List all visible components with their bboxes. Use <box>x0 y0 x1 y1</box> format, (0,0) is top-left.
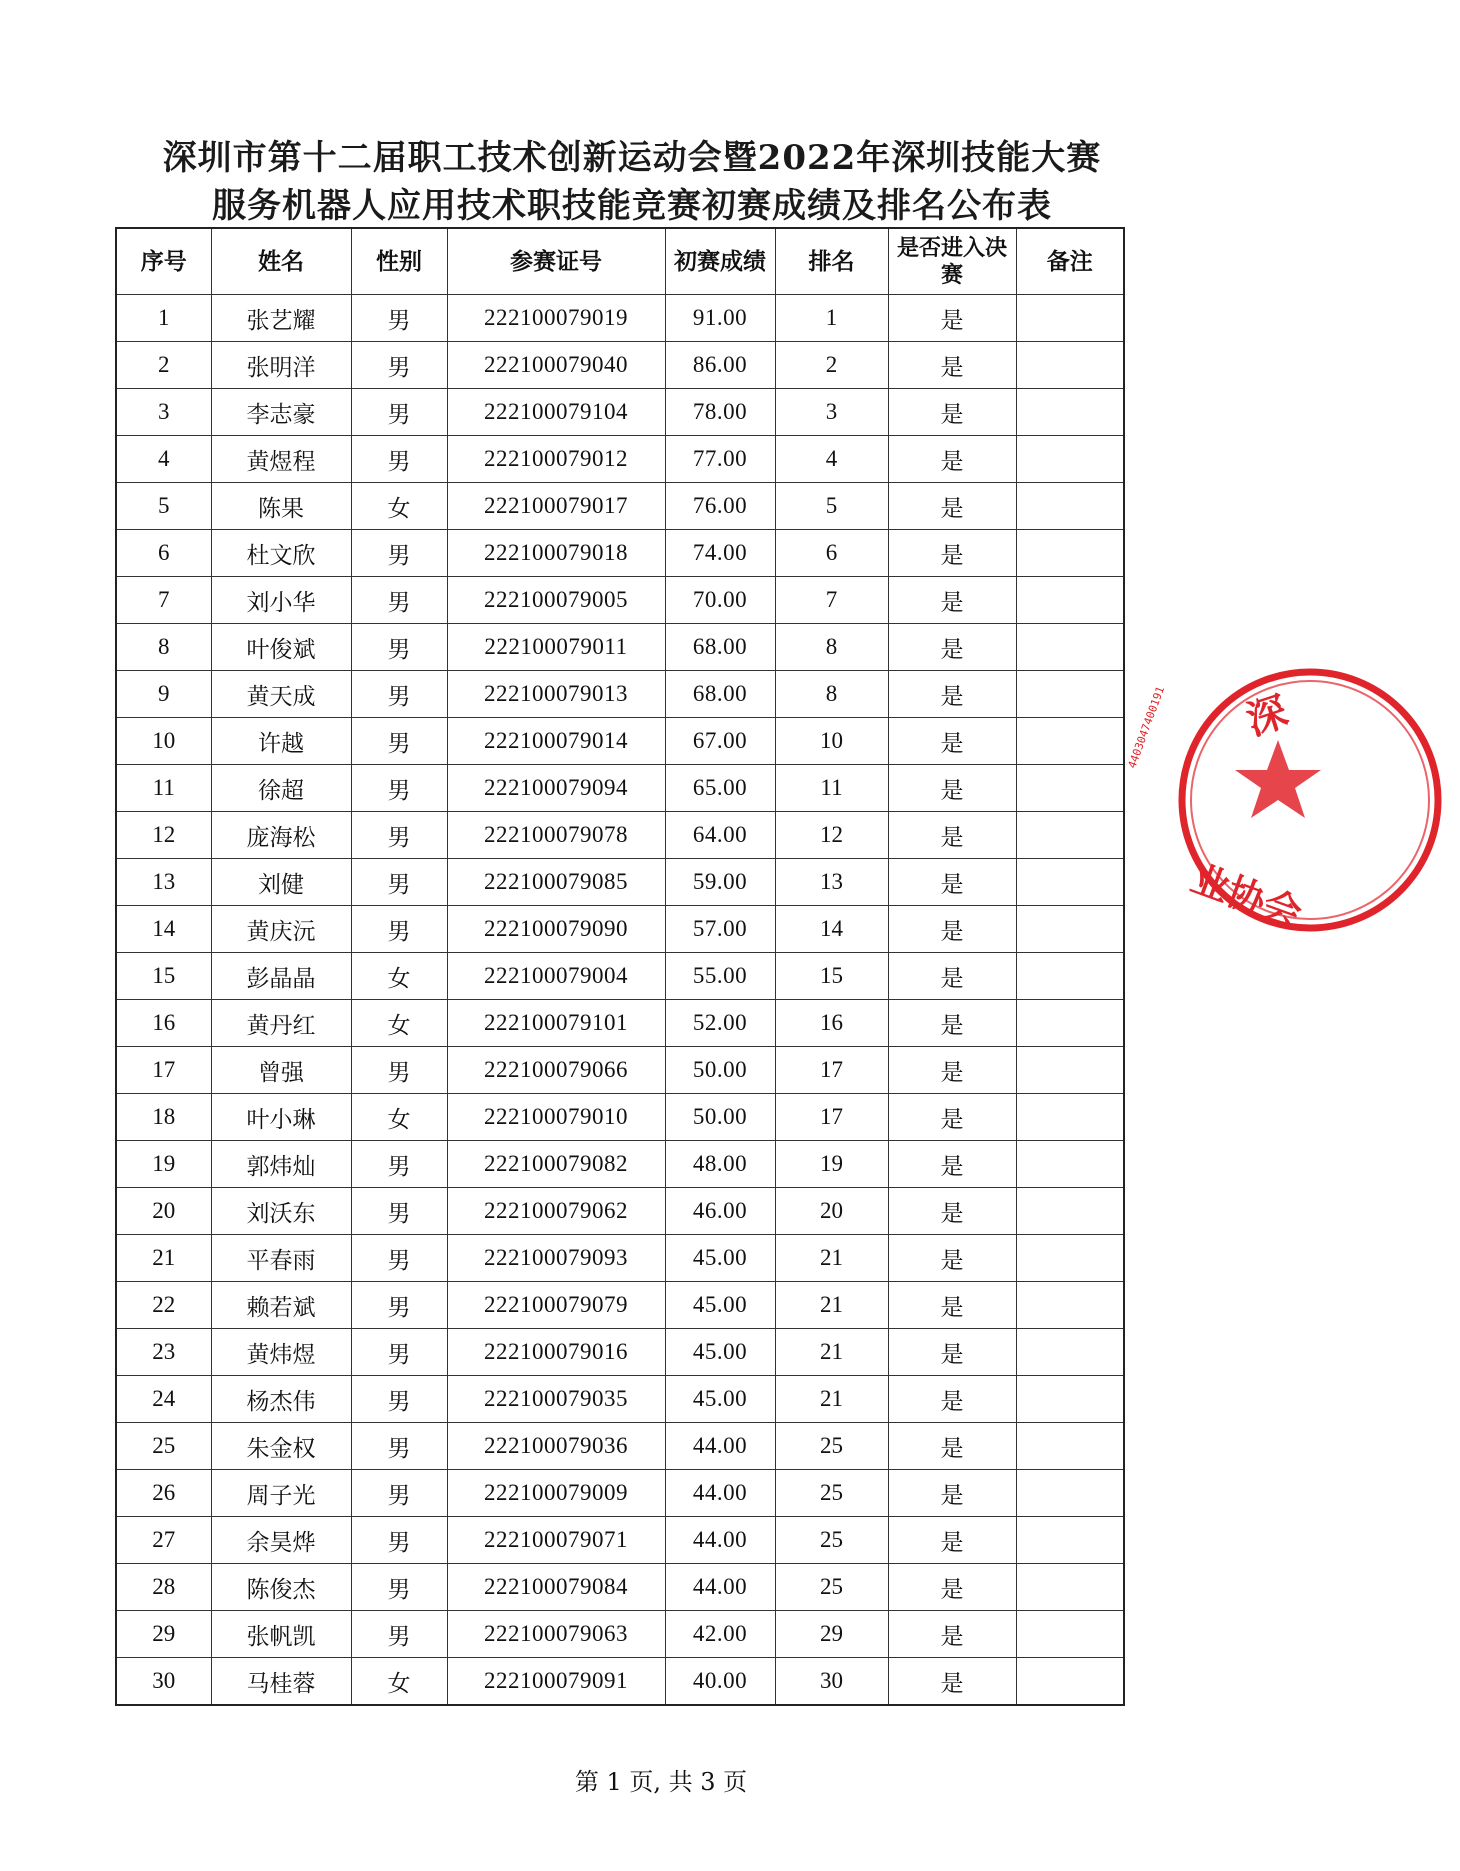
cell-gender: 女 <box>351 1094 447 1141</box>
cell-gender: 男 <box>351 342 447 389</box>
cell-score: 76.00 <box>665 483 775 530</box>
cell-cert: 222100079071 <box>447 1517 665 1564</box>
cell-gender: 男 <box>351 1141 447 1188</box>
cell-seq: 13 <box>116 859 211 906</box>
cell-note <box>1016 1188 1124 1235</box>
cell-seq: 1 <box>116 295 211 342</box>
cell-cert: 222100079014 <box>447 718 665 765</box>
cell-name: 刘小华 <box>211 577 351 624</box>
cell-note <box>1016 1611 1124 1658</box>
table-row <box>116 1376 1124 1423</box>
cell-cert: 222100079004 <box>447 953 665 1000</box>
cell-gender: 男 <box>351 436 447 483</box>
cell-name: 黄炜煜 <box>211 1329 351 1376</box>
document-title-line1: 深圳市第十二届职工技术创新运动会暨2022年深圳技能大赛 <box>162 138 1102 178</box>
cell-final: 是 <box>888 624 1016 671</box>
cell-gender: 男 <box>351 906 447 953</box>
cell-note <box>1016 1235 1124 1282</box>
table-row <box>116 1047 1124 1094</box>
cell-final: 是 <box>888 1141 1016 1188</box>
table-row <box>116 1094 1124 1141</box>
cell-final: 是 <box>888 1329 1016 1376</box>
cell-cert: 222100079094 <box>447 765 665 812</box>
cell-note <box>1016 1376 1124 1423</box>
cell-note <box>1016 483 1124 530</box>
seal-stamp-icon <box>1125 660 1460 940</box>
cell-name: 曾强 <box>211 1047 351 1094</box>
cell-score: 77.00 <box>665 436 775 483</box>
cell-seq: 12 <box>116 812 211 859</box>
svg-text:深: 深 <box>1240 687 1294 745</box>
cell-name: 徐超 <box>211 765 351 812</box>
cell-rank: 25 <box>775 1517 888 1564</box>
cell-final: 是 <box>888 1658 1016 1706</box>
cell-cert: 222100079011 <box>447 624 665 671</box>
cell-final: 是 <box>888 671 1016 718</box>
cell-score: 52.00 <box>665 1000 775 1047</box>
cell-gender: 女 <box>351 483 447 530</box>
table-row <box>116 530 1124 577</box>
cell-gender: 男 <box>351 295 447 342</box>
cell-cert: 222100079078 <box>447 812 665 859</box>
document-title-line2: 服务机器人应用技术职技能竞赛初赛成绩及排名公布表 <box>212 186 1052 226</box>
cell-note <box>1016 812 1124 859</box>
cell-name: 周子光 <box>211 1470 351 1517</box>
header-final: 是否进入决赛 <box>888 228 1016 295</box>
cell-rank: 11 <box>775 765 888 812</box>
cell-score: 45.00 <box>665 1282 775 1329</box>
cell-name: 张艺耀 <box>211 295 351 342</box>
cell-rank: 29 <box>775 1611 888 1658</box>
cell-score: 55.00 <box>665 953 775 1000</box>
cell-gender: 男 <box>351 1047 447 1094</box>
cell-note <box>1016 1141 1124 1188</box>
cell-cert: 222100079019 <box>447 295 665 342</box>
cell-final: 是 <box>888 1376 1016 1423</box>
cell-note <box>1016 1517 1124 1564</box>
cell-note <box>1016 1047 1124 1094</box>
cell-name: 叶俊斌 <box>211 624 351 671</box>
cell-final: 是 <box>888 483 1016 530</box>
cell-cert: 222100079009 <box>447 1470 665 1517</box>
cell-name: 刘健 <box>211 859 351 906</box>
cell-note <box>1016 906 1124 953</box>
cell-cert: 222100079040 <box>447 342 665 389</box>
cell-rank: 4 <box>775 436 888 483</box>
cell-gender: 男 <box>351 671 447 718</box>
cell-seq: 16 <box>116 1000 211 1047</box>
cell-cert: 222100079091 <box>447 1658 665 1706</box>
cell-note <box>1016 1423 1124 1470</box>
cell-gender: 男 <box>351 1329 447 1376</box>
header-gender: 性别 <box>351 228 447 295</box>
cell-rank: 12 <box>775 812 888 859</box>
cell-rank: 21 <box>775 1282 888 1329</box>
cell-score: 44.00 <box>665 1564 775 1611</box>
cell-name: 杨杰伟 <box>211 1376 351 1423</box>
table-row <box>116 812 1124 859</box>
cell-rank: 14 <box>775 906 888 953</box>
cell-gender: 男 <box>351 530 447 577</box>
table-row <box>116 436 1124 483</box>
cell-gender: 男 <box>351 389 447 436</box>
cell-name: 黄煜程 <box>211 436 351 483</box>
table-row <box>116 1658 1124 1706</box>
cell-name: 叶小琳 <box>211 1094 351 1141</box>
cell-rank: 8 <box>775 624 888 671</box>
cell-note <box>1016 624 1124 671</box>
cell-name: 黄庆沅 <box>211 906 351 953</box>
cell-rank: 10 <box>775 718 888 765</box>
cell-seq: 24 <box>116 1376 211 1423</box>
cell-note <box>1016 1000 1124 1047</box>
cell-score: 64.00 <box>665 812 775 859</box>
cell-gender: 男 <box>351 1611 447 1658</box>
cell-final: 是 <box>888 577 1016 624</box>
cell-rank: 2 <box>775 342 888 389</box>
header-note: 备注 <box>1016 228 1124 295</box>
cell-seq: 21 <box>116 1235 211 1282</box>
cell-name: 许越 <box>211 718 351 765</box>
cell-seq: 26 <box>116 1470 211 1517</box>
table-row <box>116 342 1124 389</box>
cell-note <box>1016 859 1124 906</box>
cell-name: 李志豪 <box>211 389 351 436</box>
cell-note <box>1016 1329 1124 1376</box>
cell-seq: 28 <box>116 1564 211 1611</box>
cell-cert: 222100079101 <box>447 1000 665 1047</box>
cell-score: 70.00 <box>665 577 775 624</box>
cell-rank: 25 <box>775 1423 888 1470</box>
cell-name: 彭晶晶 <box>211 953 351 1000</box>
cell-score: 44.00 <box>665 1423 775 1470</box>
cell-seq: 15 <box>116 953 211 1000</box>
header-cert: 参赛证号 <box>447 228 665 295</box>
cell-name: 张帆凯 <box>211 1611 351 1658</box>
cell-gender: 男 <box>351 577 447 624</box>
cell-score: 68.00 <box>665 671 775 718</box>
results-table <box>115 227 1125 1706</box>
table-row <box>116 671 1124 718</box>
cell-gender: 男 <box>351 1376 447 1423</box>
cell-note <box>1016 342 1124 389</box>
table-body <box>116 295 1124 1706</box>
cell-final: 是 <box>888 1000 1016 1047</box>
cell-cert: 222100079066 <box>447 1047 665 1094</box>
cell-rank: 21 <box>775 1329 888 1376</box>
official-seal <box>1125 660 1322 940</box>
cell-gender: 女 <box>351 1658 447 1706</box>
cell-rank: 6 <box>775 530 888 577</box>
table-row <box>116 859 1124 906</box>
cell-cert: 222100079036 <box>447 1423 665 1470</box>
cell-score: 40.00 <box>665 1658 775 1706</box>
cell-gender: 男 <box>351 1470 447 1517</box>
table-row <box>116 1188 1124 1235</box>
cell-score: 50.00 <box>665 1094 775 1141</box>
cell-name: 陈俊杰 <box>211 1564 351 1611</box>
cell-seq: 22 <box>116 1282 211 1329</box>
cell-gender: 男 <box>351 1282 447 1329</box>
cell-cert: 222100079035 <box>447 1376 665 1423</box>
cell-cert: 222100079017 <box>447 483 665 530</box>
cell-gender: 女 <box>351 953 447 1000</box>
table-row <box>116 1517 1124 1564</box>
cell-note <box>1016 389 1124 436</box>
cell-seq: 10 <box>116 718 211 765</box>
cell-name: 平春雨 <box>211 1235 351 1282</box>
cell-rank: 17 <box>775 1047 888 1094</box>
cell-score: 68.00 <box>665 624 775 671</box>
cell-rank: 8 <box>775 671 888 718</box>
table-row <box>116 906 1124 953</box>
cell-seq: 29 <box>116 1611 211 1658</box>
cell-seq: 18 <box>116 1094 211 1141</box>
cell-cert: 222100079063 <box>447 1611 665 1658</box>
table-row <box>116 953 1124 1000</box>
cell-note <box>1016 765 1124 812</box>
cell-final: 是 <box>888 765 1016 812</box>
cell-seq: 11 <box>116 765 211 812</box>
cell-name: 庞海松 <box>211 812 351 859</box>
cell-cert: 222100079090 <box>447 906 665 953</box>
cell-cert: 222100079062 <box>447 1188 665 1235</box>
table-row <box>116 483 1124 530</box>
cell-name: 刘沃东 <box>211 1188 351 1235</box>
cell-gender: 女 <box>351 1000 447 1047</box>
cell-score: 45.00 <box>665 1376 775 1423</box>
table-row <box>116 1423 1124 1470</box>
cell-final: 是 <box>888 436 1016 483</box>
cell-note <box>1016 577 1124 624</box>
table-row <box>116 1000 1124 1047</box>
table-row <box>116 1329 1124 1376</box>
cell-seq: 30 <box>116 1658 211 1706</box>
cell-name: 黄丹红 <box>211 1000 351 1047</box>
cell-name: 马桂蓉 <box>211 1658 351 1706</box>
cell-gender: 男 <box>351 1235 447 1282</box>
cell-score: 44.00 <box>665 1470 775 1517</box>
cell-note <box>1016 671 1124 718</box>
cell-cert: 222100079012 <box>447 436 665 483</box>
cell-seq: 7 <box>116 577 211 624</box>
cell-final: 是 <box>888 718 1016 765</box>
header-name: 姓名 <box>211 228 351 295</box>
cell-score: 45.00 <box>665 1235 775 1282</box>
cell-score: 46.00 <box>665 1188 775 1235</box>
header-score: 初赛成绩 <box>665 228 775 295</box>
cell-score: 45.00 <box>665 1329 775 1376</box>
cell-gender: 男 <box>351 1188 447 1235</box>
cell-cert: 222100079013 <box>447 671 665 718</box>
table-row <box>116 1564 1124 1611</box>
cell-seq: 27 <box>116 1517 211 1564</box>
cell-note <box>1016 530 1124 577</box>
table-row <box>116 718 1124 765</box>
table-row <box>116 389 1124 436</box>
cell-rank: 5 <box>775 483 888 530</box>
cell-seq: 14 <box>116 906 211 953</box>
cell-gender: 男 <box>351 859 447 906</box>
cell-note <box>1016 295 1124 342</box>
cell-rank: 25 <box>775 1470 888 1517</box>
cell-final: 是 <box>888 1282 1016 1329</box>
cell-score: 57.00 <box>665 906 775 953</box>
header-rank: 排名 <box>775 228 888 295</box>
cell-final: 是 <box>888 1047 1016 1094</box>
cell-name: 朱金权 <box>211 1423 351 1470</box>
cell-name: 杜文欣 <box>211 530 351 577</box>
cell-final: 是 <box>888 1517 1016 1564</box>
cell-final: 是 <box>888 1470 1016 1517</box>
table-row <box>116 1282 1124 1329</box>
cell-seq: 8 <box>116 624 211 671</box>
cell-rank: 17 <box>775 1094 888 1141</box>
cell-cert: 222100079082 <box>447 1141 665 1188</box>
cell-name: 郭炜灿 <box>211 1141 351 1188</box>
cell-score: 42.00 <box>665 1611 775 1658</box>
cell-gender: 男 <box>351 624 447 671</box>
cell-rank: 16 <box>775 1000 888 1047</box>
cell-gender: 男 <box>351 812 447 859</box>
cell-score: 67.00 <box>665 718 775 765</box>
cell-cert: 222100079104 <box>447 389 665 436</box>
cell-final: 是 <box>888 342 1016 389</box>
cell-name: 陈果 <box>211 483 351 530</box>
cell-final: 是 <box>888 812 1016 859</box>
cell-seq: 25 <box>116 1423 211 1470</box>
cell-note <box>1016 1470 1124 1517</box>
cell-name: 余昊烨 <box>211 1517 351 1564</box>
cell-seq: 4 <box>116 436 211 483</box>
header-seq: 序号 <box>116 228 211 295</box>
cell-final: 是 <box>888 1423 1016 1470</box>
cell-rank: 21 <box>775 1235 888 1282</box>
cell-score: 91.00 <box>665 295 775 342</box>
cell-seq: 2 <box>116 342 211 389</box>
cell-cert: 222100079093 <box>447 1235 665 1282</box>
cell-final: 是 <box>888 1094 1016 1141</box>
cell-name: 赖若斌 <box>211 1282 351 1329</box>
table-row <box>116 765 1124 812</box>
cell-rank: 25 <box>775 1564 888 1611</box>
cell-rank: 3 <box>775 389 888 436</box>
cell-gender: 男 <box>351 718 447 765</box>
cell-cert: 222100079005 <box>447 577 665 624</box>
cell-gender: 男 <box>351 1423 447 1470</box>
cell-seq: 20 <box>116 1188 211 1235</box>
cell-rank: 20 <box>775 1188 888 1235</box>
cell-final: 是 <box>888 1611 1016 1658</box>
cell-final: 是 <box>888 530 1016 577</box>
cell-note <box>1016 436 1124 483</box>
cell-score: 74.00 <box>665 530 775 577</box>
cell-score: 48.00 <box>665 1141 775 1188</box>
cell-rank: 19 <box>775 1141 888 1188</box>
table-row <box>116 624 1124 671</box>
cell-seq: 5 <box>116 483 211 530</box>
cell-final: 是 <box>888 906 1016 953</box>
cell-final: 是 <box>888 1235 1016 1282</box>
cell-final: 是 <box>888 389 1016 436</box>
cell-final: 是 <box>888 953 1016 1000</box>
cell-final: 是 <box>888 1188 1016 1235</box>
cell-seq: 3 <box>116 389 211 436</box>
cell-seq: 19 <box>116 1141 211 1188</box>
cell-gender: 男 <box>351 765 447 812</box>
table-header-row <box>116 228 1124 295</box>
cell-cert: 222100079010 <box>447 1094 665 1141</box>
table-row <box>116 1235 1124 1282</box>
cell-gender: 男 <box>351 1517 447 1564</box>
cell-score: 86.00 <box>665 342 775 389</box>
cell-note <box>1016 1282 1124 1329</box>
cell-cert: 222100079085 <box>447 859 665 906</box>
cell-cert: 222100079084 <box>447 1564 665 1611</box>
table-row <box>116 577 1124 624</box>
svg-text:业协会: 业协会 <box>1185 855 1308 937</box>
cell-cert: 222100079018 <box>447 530 665 577</box>
cell-note <box>1016 1658 1124 1706</box>
cell-score: 65.00 <box>665 765 775 812</box>
cell-score: 59.00 <box>665 859 775 906</box>
cell-rank: 21 <box>775 1376 888 1423</box>
cell-cert: 222100079079 <box>447 1282 665 1329</box>
cell-name: 黄天成 <box>211 671 351 718</box>
cell-score: 78.00 <box>665 389 775 436</box>
cell-rank: 1 <box>775 295 888 342</box>
table-row <box>116 1470 1124 1517</box>
page-footer: 第 1 页, 共 3 页 <box>574 1768 748 1796</box>
cell-seq: 17 <box>116 1047 211 1094</box>
cell-gender: 男 <box>351 1564 447 1611</box>
cell-final: 是 <box>888 295 1016 342</box>
cell-rank: 30 <box>775 1658 888 1706</box>
table-row <box>116 1141 1124 1188</box>
cell-note <box>1016 718 1124 765</box>
cell-score: 50.00 <box>665 1047 775 1094</box>
cell-final: 是 <box>888 1564 1016 1611</box>
cell-note <box>1016 1094 1124 1141</box>
cell-final: 是 <box>888 859 1016 906</box>
svg-text:4403047400191: 4403047400191 <box>1125 684 1168 771</box>
cell-name: 张明洋 <box>211 342 351 389</box>
table-row <box>116 1611 1124 1658</box>
cell-rank: 13 <box>775 859 888 906</box>
cell-seq: 6 <box>116 530 211 577</box>
cell-note <box>1016 953 1124 1000</box>
cell-score: 44.00 <box>665 1517 775 1564</box>
cell-rank: 15 <box>775 953 888 1000</box>
table-row <box>116 295 1124 342</box>
cell-cert: 222100079016 <box>447 1329 665 1376</box>
cell-rank: 7 <box>775 577 888 624</box>
cell-seq: 9 <box>116 671 211 718</box>
cell-seq: 23 <box>116 1329 211 1376</box>
cell-note <box>1016 1564 1124 1611</box>
